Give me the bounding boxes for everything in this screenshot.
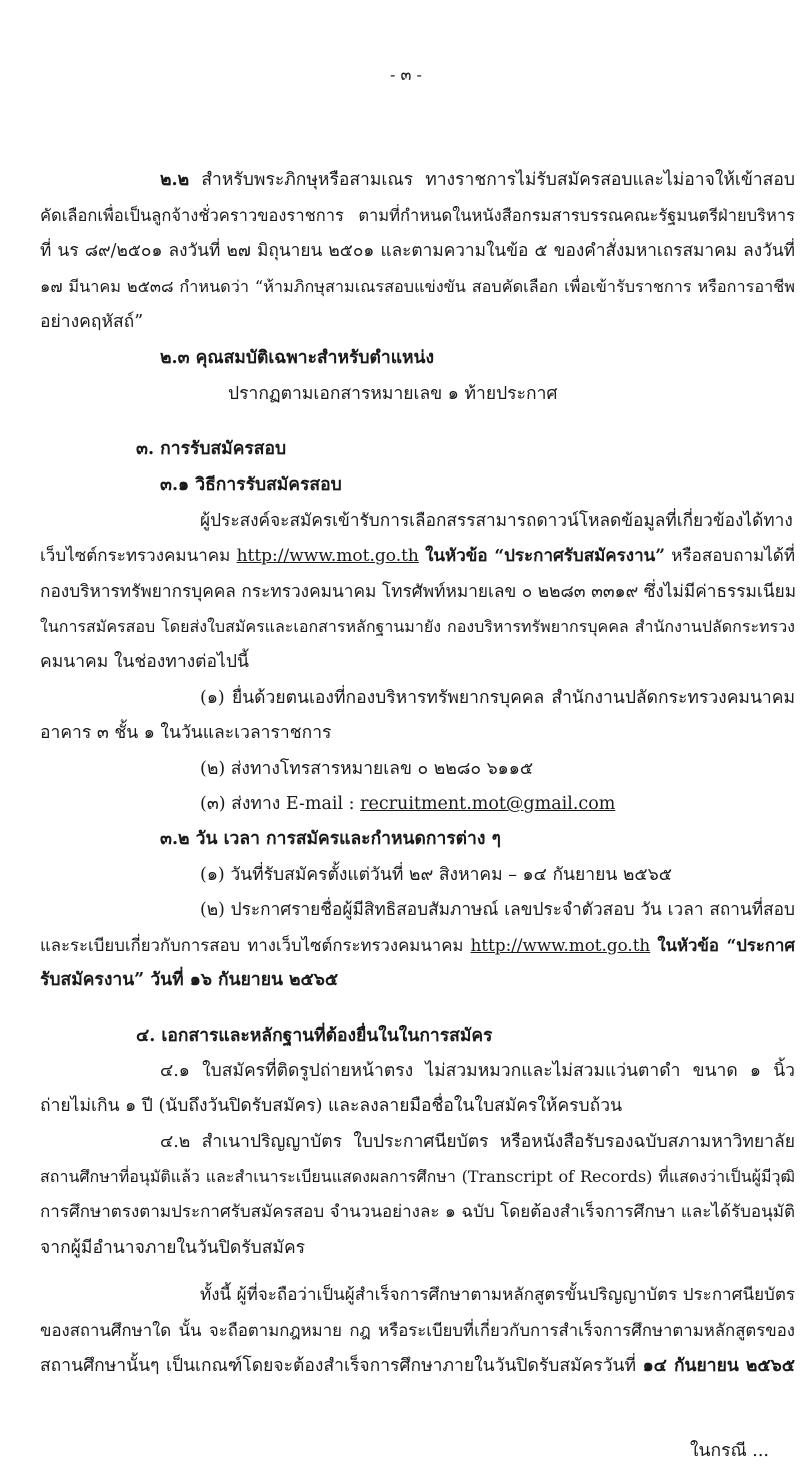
section-3-2-heading: ๓.๒ วัน เวลา การสมัครและกำหนดการต่าง ๆ: [160, 829, 501, 849]
section-2-2-number: ๒.๒: [160, 170, 190, 190]
website-label: เว็บไซต์กระทรวงคมนาคม: [40, 546, 231, 566]
channel-item-1-line-2: อาคาร ๓ ชั้น ๑ ในวันและเวลาราชการ: [40, 723, 332, 743]
topic-label: ในหัวข้อ “ประกาศรับสมัครงาน”: [425, 546, 666, 566]
section-3-2-item-2-line-3: รับสมัครงาน” วันที่ ๑๖ กันยายน ๒๕๖๕: [40, 970, 339, 990]
section-4-heading: ๔. เอกสารและหลักฐานที่ต้องยื่นในในการสมัคร: [136, 1026, 493, 1046]
section-2-2-line-4: ๑๗ มีนาคม ๒๕๓๘ กำหนดว่า “ห้ามภิกษุสามเณรสอบแข่งขัน สอบคัดเลือก เพื่อเข้ารับราชการ หรือการอาชีพ: [40, 277, 795, 296]
section-2-2-line-5: อย่างคฤหัสถ์”: [40, 312, 144, 332]
section-2-2-line-1: [160, 169, 795, 191]
page-number: - ๓ -: [390, 65, 422, 84]
section-2-2-line-3: ที่ นร ๘๙/๒๕๐๑ ลงวันที่ ๒๗ มิถุนายน ๒๕๐๑ และตามความในข้อ ๕ ของคำสั่งมหาเถรสมาคม ลงวันที่: [40, 241, 795, 261]
continuation-marker: ในกรณี ...: [690, 1441, 769, 1461]
section-4-note-line-2: ของสถานศึกษาใด นั้น จะถือตามกฎหมาย กฎ หรือระเบียบที่เกี่ยวกับการสำเร็จการศึกษาตามหลักสูตรของ: [40, 1320, 795, 1340]
section-3-heading: ๓. การรับสมัครสอบ: [136, 439, 287, 459]
section-2-3-heading: ๒.๓ คุณสมบัติเฉพาะสำหรับตำแหน่ง: [160, 348, 435, 368]
section-4-1-line-2: ถ่ายไม่เกิน ๑ ปี (นับถึงวันปิดรับสมัคร) และลงลายมือชื่อในใบสมัครให้ครบถ้วน: [40, 1096, 623, 1116]
website-link-2[interactable]: http://www.mot.go.th: [470, 935, 651, 955]
email-link[interactable]: recruitment.mot@gmail.com: [360, 794, 616, 814]
section-4-1-line-1: ๔.๑ ใบสมัครที่ติดรูปถ่ายหน้าตรง ไม่สวมหมวกและไม่สวมแว่นตาดำ ขนาด ๑ นิ้ว: [160, 1061, 795, 1081]
channel-item-1-line-1: (๑) ยื่นด้วยตนเองที่กองบริหารทรัพยากรบุคคล สำนักงานปลัดกระทรวงคมนาคม: [200, 688, 795, 708]
section-3-2-item-2-line-1: (๒) ประกาศรายชื่อผู้มีสิทธิสอบสัมภาษณ์ เลขประจำตัวสอบ วัน เวลา สถานที่สอบ: [200, 900, 795, 920]
section-4-2-line-4: จากผู้มีอำนาจภายในวันปิดรับสมัคร: [40, 1238, 306, 1258]
section-2-2-line-2: คัดเลือกเพื่อเป็นลูกจ้างชั่วคราวของราชการ ตามที่กำหนดในหนังสือกรมสารบรรณคณะรัฐมนตรีฝ่ายบริหาร: [40, 206, 795, 225]
channel-item-3: [200, 793, 615, 815]
inquiry-label: หรือสอบถามได้ที่: [671, 546, 796, 566]
section-4-2-line-3: การศึกษาตรงตามประกาศรับสมัครสอบ จำนวนอย่างละ ๑ ฉบับ โดยต้องสำเร็จการศึกษา และได้รับอนุมัติ: [40, 1202, 795, 1222]
website-link[interactable]: http://www.mot.go.th: [236, 546, 419, 566]
closing-date-value: ๑๔ กันยายน ๒๕๖๕: [642, 1356, 795, 1376]
section-3-1-para-line-4: ในการสมัครสอบ โดยส่งใบสมัครและเอกสารหลักฐานมายัง กองบริหารทรัพยากรบุคคล สำนักงานปลัดกระทรวง: [40, 617, 795, 636]
exam-rules-label: และระเบียบเกี่ยวกับการสอบ ทางเว็บไซต์กระทรวงคมนาคม: [40, 935, 464, 955]
section-3-1-para-line-1: ผู้ประสงค์จะสมัครเข้ารับการเลือกสรรสามารถดาวน์โหลดข้อมูลที่เกี่ยวข้องได้ทาง: [200, 511, 793, 531]
section-3-2-item-2-line-2: [40, 934, 795, 956]
section-3-2-item-1: (๑) วันที่รับสมัครตั้งแต่วันที่ ๒๙ สิงหาคม – ๑๔ กันยายน ๒๕๖๕: [200, 865, 673, 885]
section-2-3-text: ปรากฏตามเอกสารหมายเลข ๑ ท้ายประกาศ: [228, 384, 558, 404]
section-3-1-para-line-5: คมนาคม ในช่องทางต่อไปนี้: [40, 652, 249, 672]
section-4-2-line-1: ๔.๒ สำเนาปริญญาบัตร ใบประกาศนียบัตร หรือหนังสือรับรองฉบับสภามหาวิทยาลัย: [160, 1132, 795, 1152]
section-2-2-text: สำหรับพระภิกษุหรือสามเณร ทางราชการไม่รับสมัครสอบและไม่อาจให้เข้าสอบ: [201, 170, 795, 190]
section-4-note-line-3: [40, 1355, 795, 1377]
section-3-1-para-line-3: กองบริหารทรัพยากรบุคคล กระทรวงคมนาคม โทรศัพท์หมายเลข ๐ ๒๒๘๓ ๓๓๑๙ ซึ่งไม่มีค่าธรรมเนียม: [40, 582, 797, 602]
email-label: (๓) ส่งทาง E-mail :: [200, 794, 355, 814]
section-3-1-para-line-2: [40, 545, 795, 567]
section-4-2-line-2: สถานศึกษาที่อนุมัติแล้ว และสำเนาระเบียนแสดงผลการศึกษา (Transcript of Records) ที่แสดงว่าเป็นผู้มีวุฒิ: [40, 1167, 795, 1186]
closing-date-label: สถานศึกษานั้นๆ เป็นเกณฑ์โดยจะต้องสำเร็จการศึกษาภายในวันปิดรับสมัครวันที่: [40, 1356, 637, 1376]
topic-label-2: ในหัวข้อ “ประกาศ: [657, 935, 796, 955]
channel-item-2: (๒) ส่งทางโทรสารหมายเลข ๐ ๒๒๘๐ ๖๑๑๕: [200, 759, 534, 779]
section-4-note-line-1: ทั้งนี้ ผู้ที่จะถือว่าเป็นผู้สำเร็จการศึกษาตามหลักสูตรขั้นปริญญาบัตร ประกาศนียบัตร: [200, 1285, 795, 1305]
section-3-1-heading: ๓.๑ วิธีการรับสมัครสอบ: [160, 475, 342, 495]
